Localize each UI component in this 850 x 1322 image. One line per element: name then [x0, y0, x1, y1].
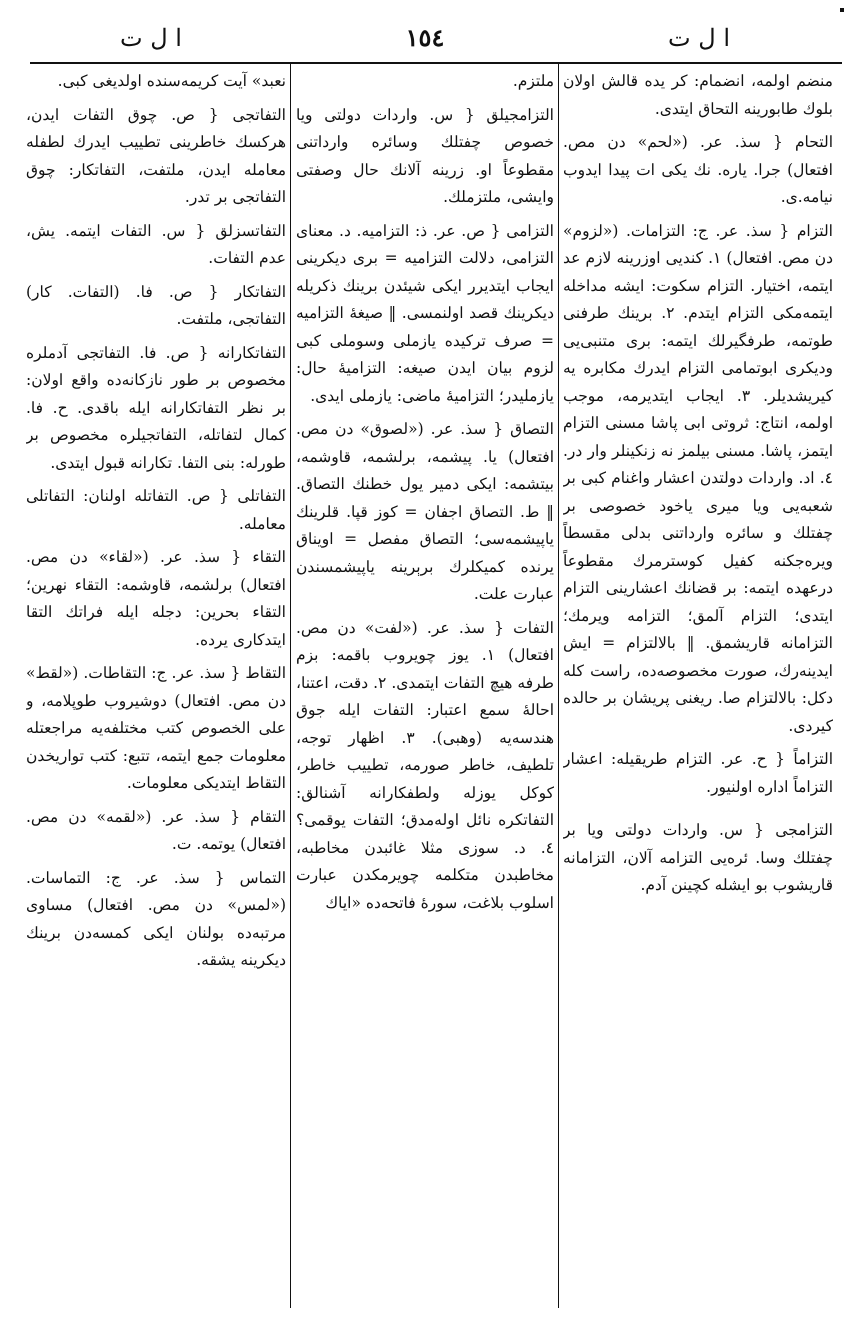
- entry: التقاء { سذ. عر. («لقاء» دن مص. افتعال) برلشمه، قاوشمه: التقاء نهرین؛ التقاء بحرین: دجله ایله فراتك التقا ایتدکاری یرده.: [26, 548, 286, 649]
- column-left: [26, 68, 286, 1308]
- page-number: ١٥٤: [405, 23, 445, 52]
- entry: التزامی { ص. عر. ذ: التزامیه. د. معنای التزامی، دلالت التزامیه = بری دیکرینی ایجاب ایتدیرر ایکی شیئدن برینك ذکریله دیکرینك قصد اولنمسی. ‖ صیغهٔ التزامیه = صرف ترکیده یازملی وسوملی کبی لزوم بیان ایدن صیغه: التزامیهٔ حال: یازملیدر؛ التزامیهٔ ماضی: یازملی ایدی.: [296, 221, 554, 405]
- entry: التفاتسزلق { س. التفات ایتمه. یش، عدم التفات.: [26, 221, 286, 267]
- entry: ملتزم.: [512, 72, 554, 90]
- guide-word-left: ا ل ت: [120, 24, 182, 52]
- entry: التفات { سذ. عر. («لفت» دن مص. افتعال) ١. یوز چویروب باقمه: بزم طرفه هیچ التفات ایتمدی. ٢. دقت، اعتنا، احاله‌ٔ سمع اعتبار: التفات ایله جوق هندسه‌یه (وهبی). ٣. اظهار توجه، تلطیف، خاطر صورمه، تطییب خاطر، کوکل یوزله ولطفکارانه آشنالق: التفاتکره نائل اوله‌مدق؛ التفات یوقمی؟ ٤. د. سوزی مثلا غائبدن مخاطبه، مخاطبدن متکلمه چویرمکدن عبارت اسلوب بلاغت، سورهٔ فاتحه‌ده «ایاك: [296, 618, 554, 912]
- entry: التفاتجی { ص. چوق التفات ایدن، هرکسك خاطرینی تطییب ایدرك لطفله معامله ایدن، ملتفت، التفاتکار: چوق التفاتجی بر تدر.: [26, 105, 286, 206]
- entry: التفاتکارانه { ص. فا. التفاتجی آدملره مخصوص بر طور نازکانه‌ده واقع اولان: بر نظر التفاتکارانه ایله باقدی. ح. فا. کمال لتفاتله، التفاتجیلره مخصوص بر طورله: بنی التفا. تکارانه قبول ایتدی.: [26, 343, 286, 472]
- entry: التصاق { سذ. عر. («لصوق» دن مص. افتعال) یا. پیشمه، برلشمه، قاوشمه، بیتشمه: ایکی دمیر یول خطنك التصاق. ‖ ط. التصاق اجفان = کوز قپا. قلرینك یاپیشمه‌سی؛ التصاق مفصل = اویناق یرنده کمیکلرك برېرینه یاپیشمسندن عبارت علت.: [296, 420, 554, 603]
- column-divider-right: [558, 64, 559, 1308]
- header-rule: [30, 62, 842, 64]
- entry: التزامجیلق { س. واردات دولتی ویا خصوص چفتلك وسائره وارداتنی مقطوعاً او. زرینه آلانك حال وصفتی وایشی، ملتزملك.: [296, 105, 554, 206]
- margin-mark: [840, 8, 844, 12]
- column-divider-left: [290, 64, 291, 1308]
- column-right: [563, 68, 833, 1308]
- entry: التفاتکار { ص. فا. (التفات. کار) التفاتجی، ملتفت.: [26, 282, 286, 328]
- entry: التحام { سذ. عر. («لحم» دن مص. افتعال) جرا. یاره. نك یکی ات پیدا ایدوب نیامه.ی.: [563, 133, 833, 206]
- entry: التزامجی { س. واردات دولتی ویا بر چفتلك وسا. ئره‌یی التزامه آلان، التزامانه قاریشوب بو ایشله کچینن آدم.: [563, 821, 833, 894]
- entry: التقاط { سذ. عر. ج: التقاطات. («لقط» دن مص. افتعال) دوشیروب طوپلامه، و علی الخصوص کتب مختلفه‌یه مراجعتله معلومات جمع ایتمه، تتبع: کتب تواریخدن التقاط ایتدیکی معلومات.: [26, 664, 286, 792]
- entry: منضم اولمه، انضمام: کر یده قالش اولان بلوك طابورینه التحاق ایتدی.: [563, 72, 833, 118]
- column-middle: [296, 68, 554, 1308]
- entry: التزاماً { ح. عر. التزام طریقیله: اعشار التزاماً اداره اولنیور.: [563, 750, 833, 796]
- entry-separator: [563, 807, 833, 817]
- page-header: [30, 22, 820, 62]
- entry: نعبد» آیت کریمه‌سنده اولدیغی کبی.: [57, 72, 286, 90]
- entry: التماس { سذ. عر. ج: التماسات. («لمس» دن مص. افتعال) مساوی مرتبه‌ده بولنان ایکی کمسه‌دن برینك دیکرینه یشقه.: [26, 868, 286, 969]
- entry: التقام { سذ. عر. («لقمه» دن مص. افتعال) یوتمه. ت.: [26, 807, 286, 853]
- entry: التفاتلی { ص. التفاتله اولنان: التفاتلی معامله.: [26, 487, 286, 533]
- entry: التزام { سذ. عر. ج: التزامات. («لزوم» دن مص. افتعال) ١. کندیی اوزرینه لازم عد ایتمه، اختیار. التزام سکوت: ایشه مداخله ایتمه‌مکی التزام ایتدم. ٢. برینك طرفنی طوتمه، طرفگیرلك ایتمه: بری متنبی‌یی ودیکری ابوتمامی التزام ایدرك مکابره یه کیریشدیلر. ٣. ایجاب ایتدیرمه، موجب اولمه، انتاج: ثروتی ابی پاشا مسنی التزام ایتمز، پاشا. مسنی بیلمز نه زنکینلر وار در. ٤. اد. واردات دولتدن اعشار واغنام کبی بر شعبه‌یی ویا میری یاخود خصوصی بر چفتلك و سائره وارداتنی بدلی مقسطاً ویره‌جکنه کفیل کوسترمرك مقطوعاً درعهده ایتمه: بر قضانك اعشارینی التزام ایتدی؛ التزام آلمق؛ التزامه ویرمك؛ التزامانه قاریشمق. ‖ بالالتزام = ایش ایدینه‌رك، صورت مخصوصه‌ده، راست کله دکل: بالالتزام صا. ریغنی پریشان بر حالده کیردی.: [563, 221, 833, 735]
- guide-word-right: ا ل ت: [668, 24, 730, 52]
